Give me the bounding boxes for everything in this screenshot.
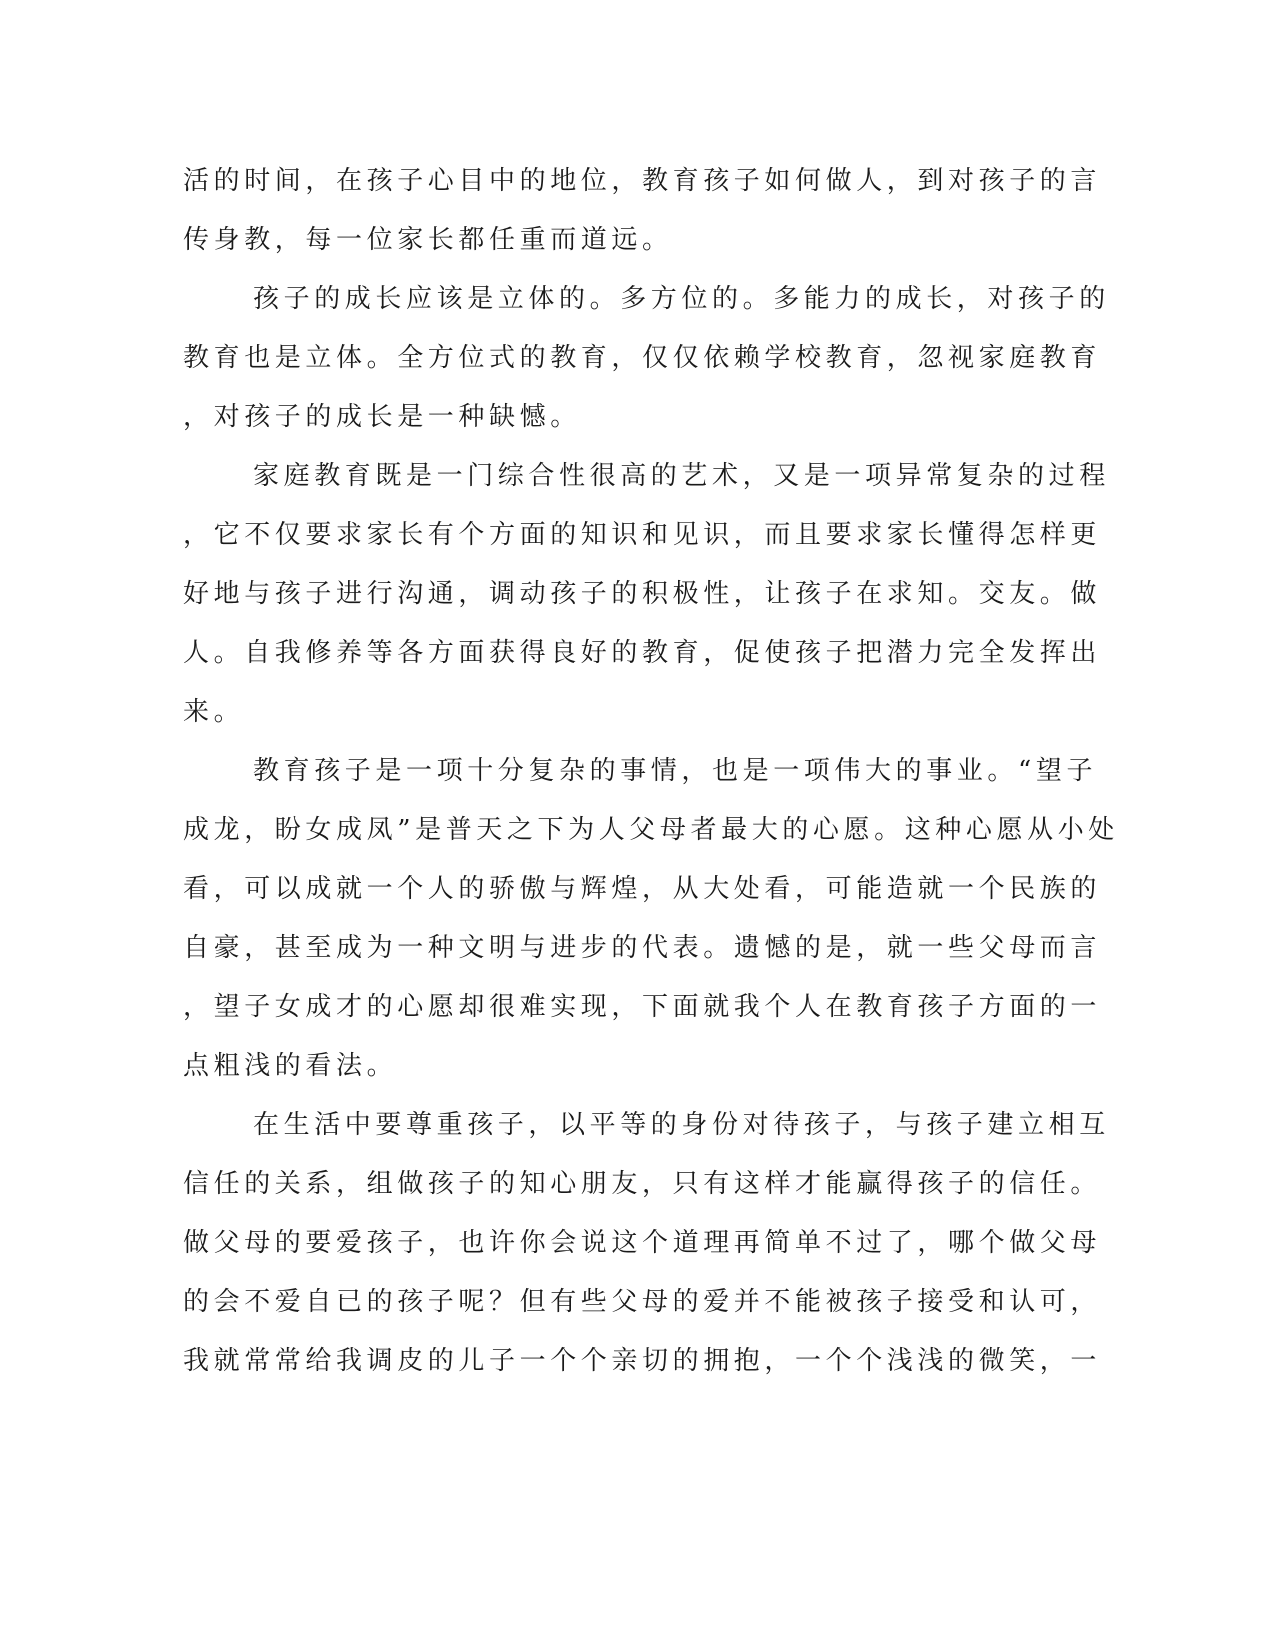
text-line: ，它不仅要求家长有个方面的知识和见识，而且要求家长懂得怎样更 (183, 520, 1102, 550)
text-line: 活的时间，在孩子心目中的地位，教育孩子如何做人，到对孩子的言 (183, 166, 1102, 196)
text-line: 点粗浅的看法。 (183, 1051, 398, 1081)
text-line: 成龙，盼女成凤”是普天之下为人父母者最大的心愿。这种心愿从小处 (183, 815, 1119, 845)
text-line: 传身教，每一位家长都任重而道远。 (183, 225, 673, 255)
text-line: 人。自我修养等各方面获得良好的教育，促使孩子把潜力完全发挥出 (183, 638, 1102, 668)
text-line: ，对孩子的成长是一种缺憾。 (183, 402, 581, 432)
text-line: 我就常常给我调皮的儿子一个个亲切的拥抱，一个个浅浅的微笑，一 (183, 1346, 1102, 1376)
document-body (183, 152, 1119, 1391)
paragraph-first-line: 在生活中要尊重孩子，以平等的身份对待孩子，与孩子建立相互 (253, 1110, 1110, 1140)
paragraph-first-line: 孩子的成长应该是立体的。多方位的。多能力的成长，对孩子的 (253, 284, 1110, 314)
text-line: 的会不爱自已的孩子呢？但有些父母的爱并不能被孩子接受和认可， (183, 1287, 1102, 1317)
text-line: 信任的关系，组做孩子的知心朋友，只有这样才能赢得孩子的信任。 (183, 1169, 1102, 1199)
text-line: 自豪，甚至成为一种文明与进步的代表。遗憾的是，就一些父母而言 (183, 933, 1102, 963)
text-line: 好地与孩子进行沟通，调动孩子的积极性，让孩子在求知。交友。做 (183, 579, 1102, 609)
text-line: 做父母的要爱孩子，也许你会说这个道理再简单不过了，哪个做父母 (183, 1228, 1102, 1258)
paragraph-first-line: 教育孩子是一项十分复杂的事情，也是一项伟大的事业。“望子 (253, 756, 1098, 786)
paragraph-first-line: 家庭教育既是一门综合性很高的艺术，又是一项异常复杂的过程 (253, 461, 1110, 491)
text-line: 来。 (183, 697, 245, 727)
text-line: 教育也是立体。全方位式的教育，仅仅依赖学校教育，忽视家庭教育 (183, 343, 1102, 373)
text-line: ，望子女成才的心愿却很难实现，下面就我个人在教育孩子方面的一 (183, 992, 1102, 1022)
text-line: 看，可以成就一个人的骄傲与辉煌，从大处看，可能造就一个民族的 (183, 874, 1102, 904)
